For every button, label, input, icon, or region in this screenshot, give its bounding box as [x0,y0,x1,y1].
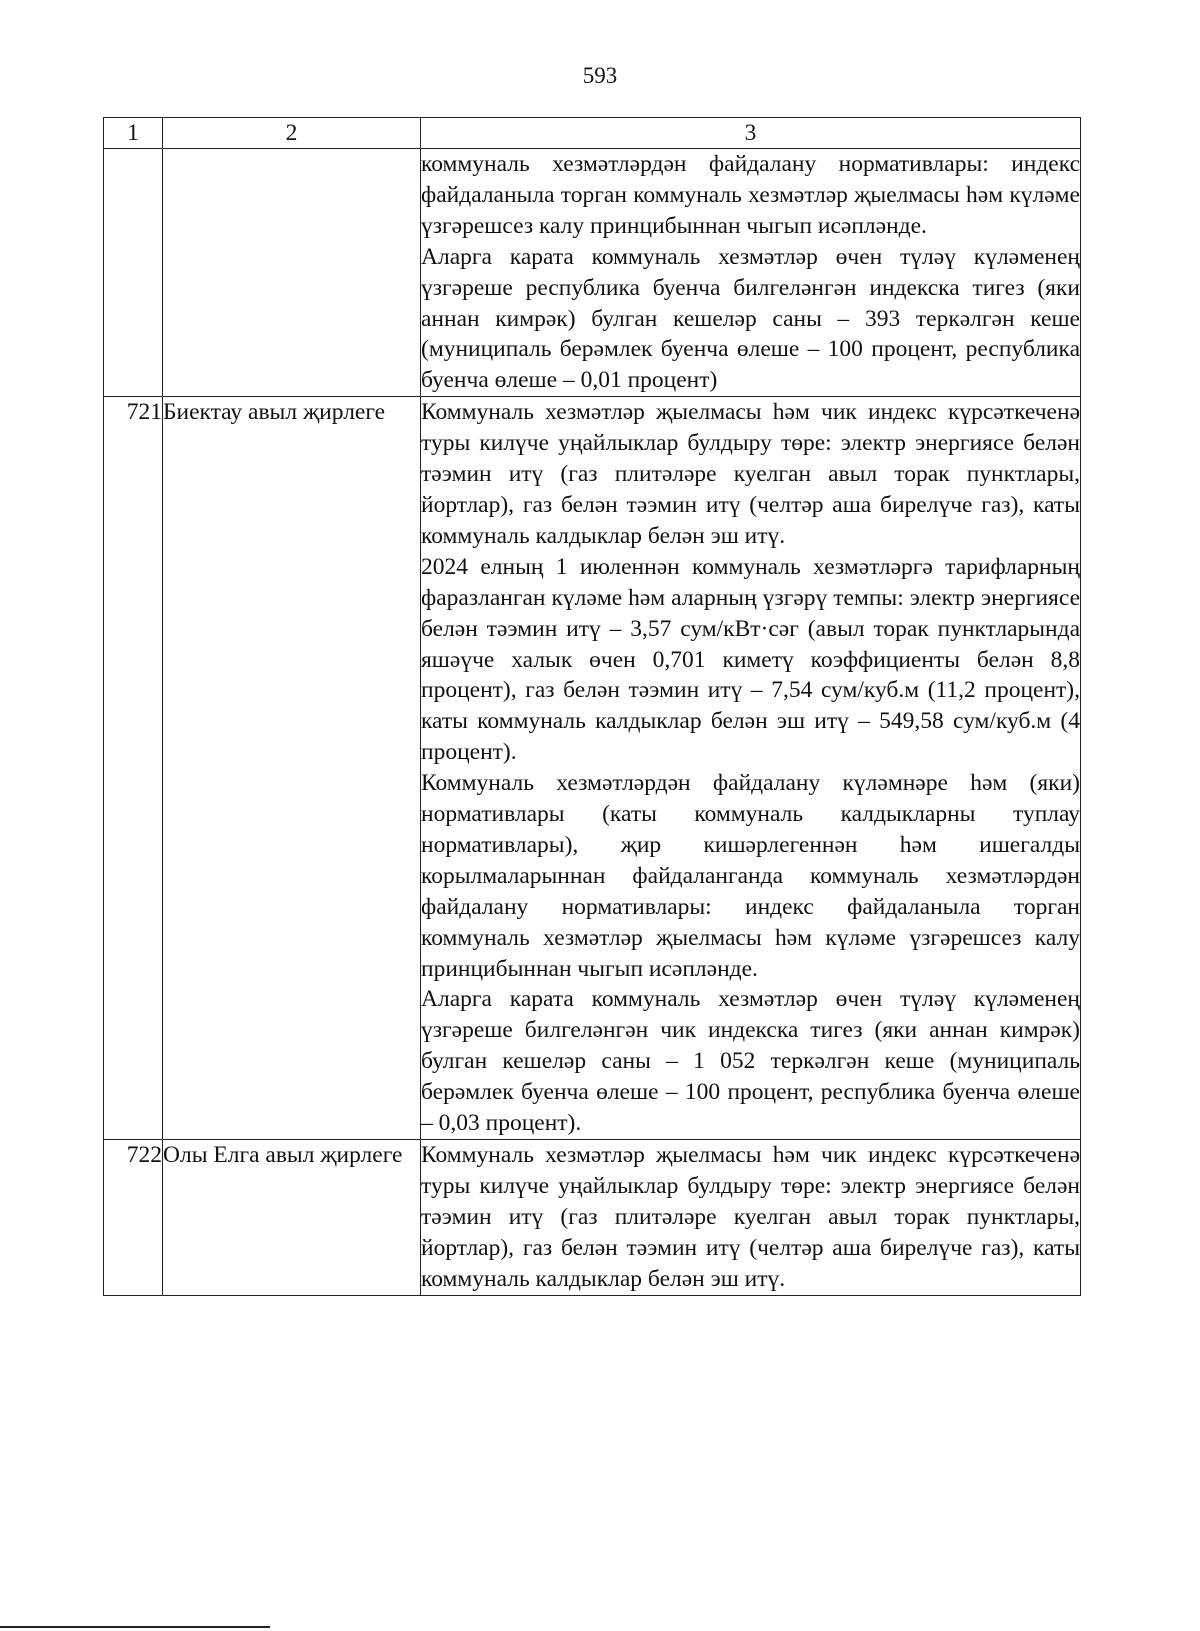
settlement-name [163,149,421,397]
row-number [104,149,163,397]
row-number: 722 [104,1140,163,1296]
paragraph: Коммуналь хезмәтләрдән файдалану күләмнәре һәм (яки) нормативлары (каты коммуналь калдыкларны туплау нормативлары), җир кишәрлегеннән һәм ишегалды корылмаларыннан файдаланганда коммуналь хезмәтләрдән файдалану нормативлары: индекс файдаланыла торган коммуналь хезмәтләр җыелмасы һәм күләме үзгәрешсез калу принцибыннан чыгып исәпләнде. [421,770,1080,982]
paragraph: коммуналь хезмәтләрдән файдалану нормативлары: индекс файдаланыла торган коммуналь хезмәтләр җыелмасы һәм күләме үзгәрешсез калу принцибыннан чыгып исәпләнде. [421,151,1080,239]
settlement-name: Биектау авыл җирлеге [163,397,421,1140]
table-row [104,397,1081,1140]
paragraph: Коммуналь хезмәтләр җыелмасы һәм чик индекс күрсәткеченә туры килүче уңайлыклар булдыру төре: электр энергиясе белән тәэмин итү (газ плитәләре куелган авыл торак пунктлары, йортлар), газ белән тәэмин итү (челтәр аша бирелүче газ), каты коммуналь калдыклар белән эш итү. [421,399,1080,549]
paragraph: Коммуналь хезмәтләр җыелмасы һәм чик индекс күрсәткеченә туры килүче уңайлыклар булдыру төре: электр энергиясе белән тәэмин итү (газ плитәләре куелган авыл торак пунктлары, йортлар), газ белән тәэмин итү (челтәр аша бирелүче газ), каты коммуналь калдыклар белән эш итү. [421,1142,1080,1292]
paragraph: Аларга карата коммуналь хезмәтләр өчен түләү күләменең үзгәреше билгеләнгән чик индекска тигез (яки аннан кимрәк) булган кешеләр саны – 1 052 теркәлгән кеше (муниципаль берәмлек буенча өлеше – 100 процент, республика буенча өлеше – 0,03 процент). [421,986,1080,1137]
table-row [104,1140,1081,1296]
header-row [104,118,1081,149]
row-number: 721 [104,397,163,1140]
header-col-3: 3 [421,118,1081,149]
paragraph: 2024 елның 1 июленнән коммуналь хезмәтләргә тарифларның фаразланган күләме һәм аларның үзгәрү темпы: электр энергиясе белән тәэмин итү – 3,57 сум/кВт·сәг (авыл торак пунктларында яшәүче халык өчен 0,701 киметү коэффициенты белән 8,8 процент), газ белән тәэмин итү – 7,54 сум/куб.м (11,2 процент), каты коммуналь калдыклар белән эш итү – 549,58 сум/куб.м (4 процент). [421,553,1080,766]
header-col-2: 2 [163,118,421,149]
table-row [104,149,1081,397]
document-table [103,117,1081,1296]
description-cell [421,149,1081,397]
paragraph: Аларга карата коммуналь хезмәтләр өчен түләү күләменең үзгәреше республика буенча билгеләнгән индекска тигез (яки аннан кимрәк) булган кешеләр саны – 393 теркәлгән кеше (муниципаль берәмлек буенча өлеше – 100 процент, республика буенча өлеше – 0,01 процент) [421,243,1080,394]
table-body [104,149,1081,1296]
description-cell [421,397,1081,1140]
page-number: 593 [582,63,618,88]
footer-rule [0,1626,270,1628]
table-header [104,118,1081,149]
description-cell [421,1140,1081,1296]
settlement-name: Олы Елга авыл җирлеге [163,1140,421,1296]
header-col-1: 1 [104,118,163,149]
